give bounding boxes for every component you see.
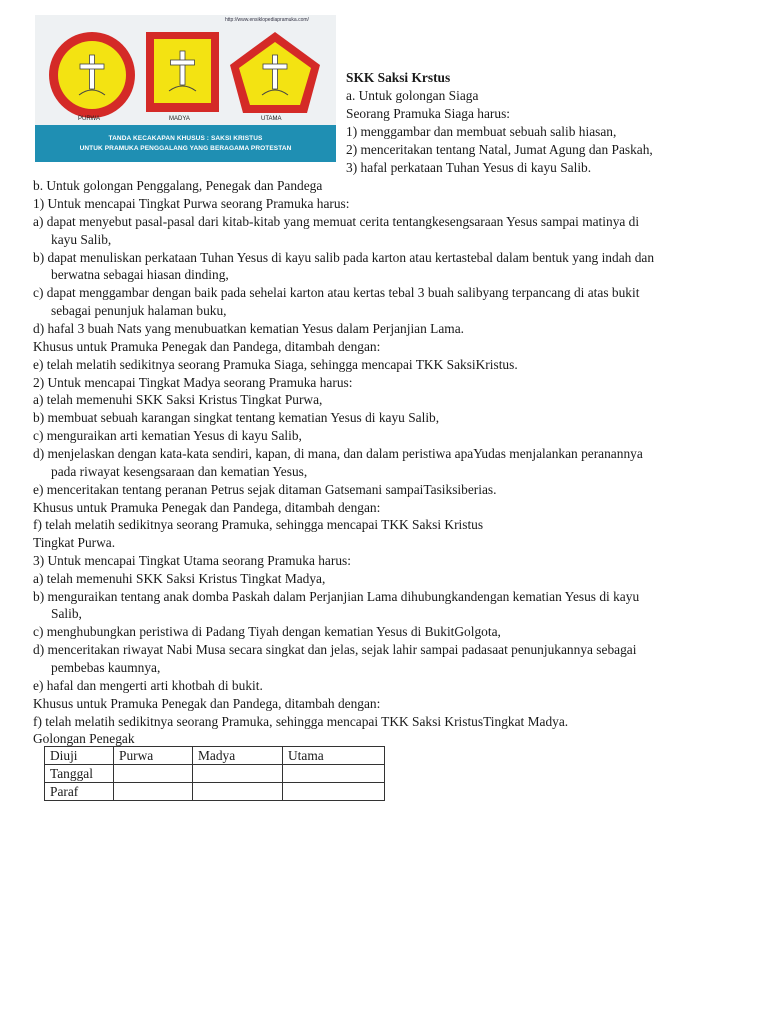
table-row <box>45 765 385 783</box>
body-line: Khusus untuk Pramuka Penegak dan Pandega, ditambah dengan: <box>33 339 381 354</box>
tkk-banner-image <box>35 15 336 162</box>
table-cell <box>283 783 385 801</box>
body-line: 3) Untuk mencapai Tingkat Utama seorang Pramuka harus: <box>33 553 351 568</box>
purwa-label: PURWA <box>78 116 101 122</box>
banner-caption-line2: UNTUK PRAMUKA PENGGALANG YANG BERAGAMA PROTESTAN <box>79 145 292 152</box>
banner-caption-line1: TANDA KECAKAPAN KHUSUS : SAKSI KRISTUS <box>108 135 263 142</box>
body-line: pada riwayat kesengsaraan dan kematian Yesus, <box>51 464 308 479</box>
body-line: Khusus untuk Pramuka Penegak dan Pandega, ditambah dengan: <box>33 500 381 515</box>
document-title: SKK Saksi Krstus <box>346 70 451 85</box>
table-cell <box>114 783 193 801</box>
banner-caption-bar <box>35 125 336 162</box>
body-line: c) menguraikan arti kematian Yesus di kayu Salib, <box>33 428 302 443</box>
body-line: e) hafal dan mengerti arti khotbah di bukit. <box>33 678 263 693</box>
body-line: Khusus untuk Pramuka Penegak dan Pandega, ditambah dengan: <box>33 696 381 711</box>
body-line: d) menjelaskan dengan kata-kata sendiri, kapan, di mana, dan dalam peristiwa apaYudas menjalankan peranannya <box>33 446 643 461</box>
body-line: e) telah melatih sedikitnya seorang Pramuka Siaga, sehingga mencapai TKK SaksiKristus. <box>33 357 518 372</box>
table-header-cell: Purwa <box>114 747 193 765</box>
body-line: 1) Untuk mencapai Tingkat Purwa seorang Pramuka harus: <box>33 196 350 211</box>
body-line: b. Untuk golongan Penggalang, Penegak dan Pandega <box>33 178 323 193</box>
table-header-cell: Utama <box>283 747 385 765</box>
side-line: 3) hafal perkataan Tuhan Yesus di kayu Salib. <box>346 160 592 175</box>
side-line: Seorang Pramuka Siaga harus: <box>346 106 510 121</box>
body-line: d) hafal 3 buah Nats yang menubuatkan kematian Yesus dalam Perjanjian Lama. <box>33 321 464 336</box>
body-line: d) menceritakan riwayat Nabi Musa secara singkat dan jelas, sejak lahir sampai padasaat penunjukannya sebagai <box>33 642 637 657</box>
table-cell: Paraf <box>45 783 114 801</box>
body-line: pembebas kaumnya, <box>51 660 161 675</box>
body-line: f) telah melatih sedikitnya seorang Pramuka, sehingga mencapai TKK Saksi Kristus <box>33 517 484 532</box>
table-cell <box>193 783 283 801</box>
utama-label: UTAMA <box>261 116 282 122</box>
banner-url: http://www.ensiklopediapramuka.com/ <box>225 17 309 23</box>
body-line: berwatna sebagai hiasan dinding, <box>51 267 229 282</box>
body-line: 2) Untuk mencapai Tingkat Madya seorang Pramuka harus: <box>33 375 353 390</box>
body-line: c) menghubungkan peristiwa di Padang Tiyah dengan kematian Yesus di BukitGolgota, <box>33 624 501 639</box>
body-line: a) dapat menyebut pasal-pasal dari kitab-kitab yang memuat cerita tentangkesengsaraan Yesus sampai matinya di <box>33 214 640 229</box>
table-cell: Tanggal <box>45 765 114 783</box>
body-line: c) dapat menggambar dengan baik pada sehelai karton atau kertas tebal 3 buah salibyang terpancang di atas bukit <box>33 285 640 300</box>
body-line: Salib, <box>51 606 82 621</box>
table-header-cell: Madya <box>193 747 283 765</box>
table-cell <box>193 765 283 783</box>
body-line: e) menceritakan tentang peranan Petrus sejak ditaman Gatsemani sampaiTasiksiberias. <box>33 482 497 497</box>
table-header-row <box>45 747 385 765</box>
body-line: sebagai penunjuk halaman buku, <box>51 303 227 318</box>
test-record-table <box>44 746 385 801</box>
purwa-badge-icon <box>49 32 135 118</box>
table-header-cell: Diuji <box>45 747 114 765</box>
side-line: 1) menggambar dan membuat sebuah salib hiasan, <box>346 124 617 139</box>
body-line: a) telah memenuhi SKK Saksi Kristus Tingkat Madya, <box>33 571 326 586</box>
side-line: 2) menceritakan tentang Natal, Jumat Agung dan Paskah, <box>346 142 653 157</box>
side-line: a. Untuk golongan Siaga <box>346 88 479 103</box>
body-line: b) membuat sebuah karangan singkat tentang kematian Yesus di kayu Salib, <box>33 410 440 425</box>
body-line: f) telah melatih sedikitnya seorang Pramuka, sehingga mencapai TKK Saksi KristusTingkat Madya. <box>33 714 569 729</box>
badges-graphic <box>35 15 336 125</box>
body-line: Golongan Penegak <box>33 731 135 746</box>
madya-badge-icon <box>146 32 219 112</box>
body-line: b) dapat menuliskan perkataan Tuhan Yesus di kayu salib pada karton atau kertastebal dalam bentuk yang indah dan <box>33 250 655 265</box>
madya-label: MADYA <box>169 116 190 122</box>
table-cell <box>283 765 385 783</box>
table-row <box>45 783 385 801</box>
body-line: kayu Salib, <box>51 232 112 247</box>
table-cell <box>114 765 193 783</box>
utama-badge-icon <box>230 32 320 113</box>
body-line: a) telah memenuhi SKK Saksi Kristus Tingkat Purwa, <box>33 392 323 407</box>
body-line: Tingkat Purwa. <box>33 535 116 550</box>
body-line: b) menguraikan tentang anak domba Paskah dalam Perjanjian Lama dihubungkandengan kematian Yesus di kayu <box>33 589 640 604</box>
